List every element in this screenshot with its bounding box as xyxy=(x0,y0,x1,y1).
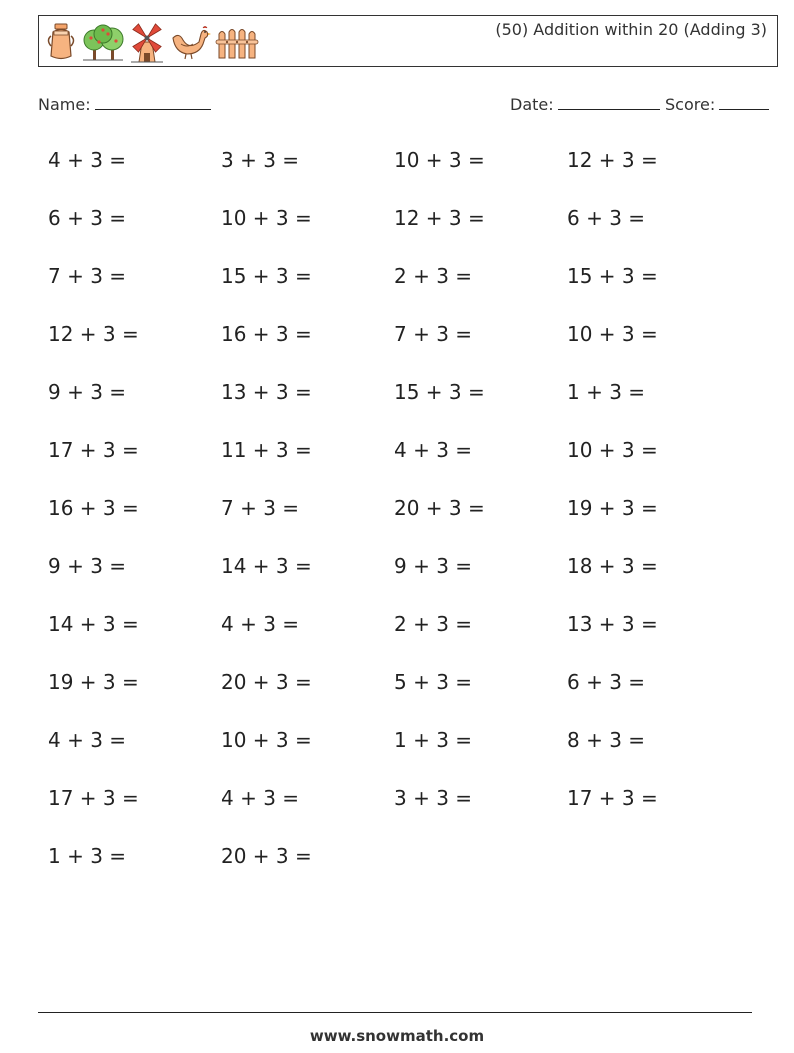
problem-item: 4 + 3 = xyxy=(221,612,300,636)
problem-item: 20 + 3 = xyxy=(221,670,312,694)
problem-item: 2 + 3 = xyxy=(394,264,473,288)
fence-icon xyxy=(215,24,259,60)
problem-item: 1 + 3 = xyxy=(394,728,473,752)
problem-item: 5 + 3 = xyxy=(394,670,473,694)
problem-item: 9 + 3 = xyxy=(48,554,127,578)
problem-item: 19 + 3 = xyxy=(567,496,658,520)
problem-item: 13 + 3 = xyxy=(567,612,658,636)
problem-item: 10 + 3 = xyxy=(567,438,658,462)
date-field[interactable] xyxy=(510,93,660,114)
score-label: Score: xyxy=(665,95,716,114)
milk-jug-icon xyxy=(45,22,77,62)
problem-item: 9 + 3 = xyxy=(394,554,473,578)
problem-item: 4 + 3 = xyxy=(48,728,127,752)
problem-item: 9 + 3 = xyxy=(48,380,127,404)
footer-website: www.snowmath.com xyxy=(309,1027,485,1045)
windmill-icon xyxy=(129,20,165,64)
problem-item: 8 + 3 = xyxy=(567,728,646,752)
problem-item: 10 + 3 = xyxy=(221,728,312,752)
score-blank[interactable] xyxy=(719,93,769,110)
problem-item: 10 + 3 = xyxy=(221,206,312,230)
score-field[interactable] xyxy=(665,93,769,114)
problem-item: 7 + 3 = xyxy=(394,322,473,346)
date-blank[interactable] xyxy=(558,93,660,110)
header-icons xyxy=(45,20,259,64)
problem-item: 6 + 3 = xyxy=(567,206,646,230)
date-label: Date: xyxy=(510,95,554,114)
problem-item: 20 + 3 = xyxy=(221,844,312,868)
hen-icon xyxy=(169,24,211,60)
problem-item: 4 + 3 = xyxy=(394,438,473,462)
problem-item: 1 + 3 = xyxy=(48,844,127,868)
problem-item: 11 + 3 = xyxy=(221,438,312,462)
problem-item: 17 + 3 = xyxy=(48,786,139,810)
problem-item: 4 + 3 = xyxy=(221,786,300,810)
problem-item: 19 + 3 = xyxy=(48,670,139,694)
worksheet-title: (50) Addition within 20 (Adding 3) xyxy=(495,20,767,39)
problem-item: 12 + 3 = xyxy=(394,206,485,230)
problem-item: 6 + 3 = xyxy=(567,670,646,694)
apple-tree-icon xyxy=(81,22,125,62)
problem-item: 10 + 3 = xyxy=(567,322,658,346)
problem-item: 7 + 3 = xyxy=(48,264,127,288)
name-field[interactable] xyxy=(38,93,211,114)
problem-item: 2 + 3 = xyxy=(394,612,473,636)
problem-item: 16 + 3 = xyxy=(221,322,312,346)
problem-item: 3 + 3 = xyxy=(221,148,300,172)
problem-item: 17 + 3 = xyxy=(48,438,139,462)
problem-item: 16 + 3 = xyxy=(48,496,139,520)
problem-item: 1 + 3 = xyxy=(567,380,646,404)
student-info-row xyxy=(38,93,770,115)
problem-item: 14 + 3 = xyxy=(221,554,312,578)
problem-item: 15 + 3 = xyxy=(394,380,485,404)
problem-item: 15 + 3 = xyxy=(221,264,312,288)
problem-item: 12 + 3 = xyxy=(567,148,658,172)
problem-item: 14 + 3 = xyxy=(48,612,139,636)
name-blank[interactable] xyxy=(95,93,211,110)
problem-item: 12 + 3 = xyxy=(48,322,139,346)
problem-item: 4 + 3 = xyxy=(48,148,127,172)
worksheet-header xyxy=(38,15,778,67)
problem-item: 7 + 3 = xyxy=(221,496,300,520)
name-label: Name: xyxy=(38,95,91,114)
problem-item: 18 + 3 = xyxy=(567,554,658,578)
problem-item: 10 + 3 = xyxy=(394,148,485,172)
footer-divider xyxy=(38,1012,752,1013)
problem-item: 15 + 3 = xyxy=(567,264,658,288)
problem-item: 20 + 3 = xyxy=(394,496,485,520)
problem-item: 3 + 3 = xyxy=(394,786,473,810)
problem-item: 6 + 3 = xyxy=(48,206,127,230)
problem-item: 13 + 3 = xyxy=(221,380,312,404)
problem-item: 17 + 3 = xyxy=(567,786,658,810)
